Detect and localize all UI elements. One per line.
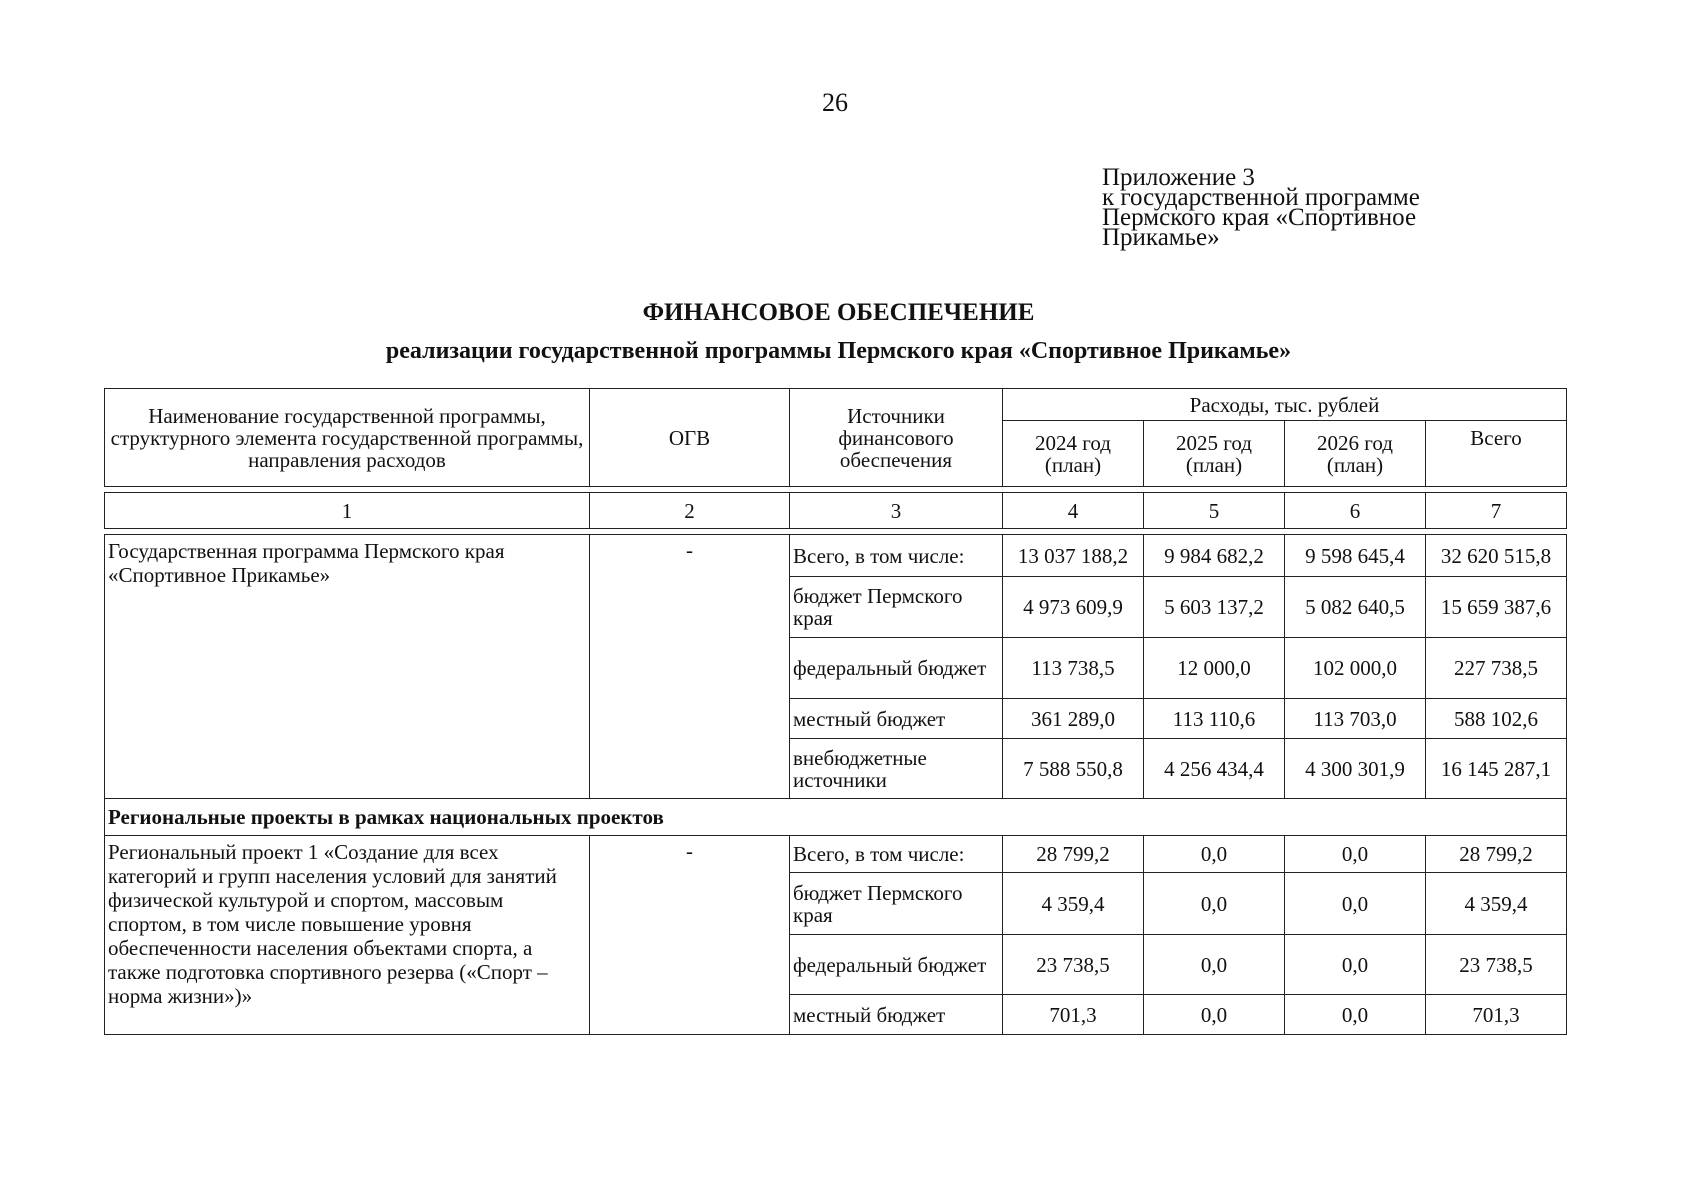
header-expenses: Расходы, тыс. рублей: [1003, 389, 1567, 421]
value-2025: 0,0: [1144, 873, 1285, 935]
value-2025: 0,0: [1144, 935, 1285, 995]
value-total: 588 102,6: [1426, 699, 1567, 739]
value-2026: 0,0: [1285, 836, 1426, 873]
source-cell: местный бюджет: [790, 699, 1003, 739]
document-subtitle: реализации государственной программы Пермского края «Спортивное Прикамье»: [385, 338, 1292, 364]
header-sources: Источники финансового обеспечения: [790, 389, 1003, 487]
annex-line: к государственной программе: [1102, 184, 1420, 211]
value-total: 701,3: [1426, 995, 1567, 1035]
column-number: 2: [590, 493, 790, 529]
header-2024: 2024 год (план): [1003, 421, 1144, 487]
value-2024: 701,3: [1003, 995, 1144, 1035]
value-2026: 0,0: [1285, 935, 1426, 995]
value-2024: 4 359,4: [1003, 873, 1144, 935]
value-total: 227 738,5: [1426, 638, 1567, 699]
header-2025: 2025 год (план): [1144, 421, 1285, 487]
value-2025: 0,0: [1144, 995, 1285, 1035]
value-2024: 7 588 550,8: [1003, 739, 1144, 799]
value-2024: 361 289,0: [1003, 699, 1144, 739]
value-2026: 4 300 301,9: [1285, 739, 1426, 799]
value-total: 32 620 515,8: [1426, 535, 1567, 577]
financing-table: [104, 388, 1567, 1035]
value-2026: 0,0: [1285, 995, 1426, 1035]
value-2025: 4 256 434,4: [1144, 739, 1285, 799]
header-ogv: ОГВ: [590, 389, 790, 487]
value-total: 4 359,4: [1426, 873, 1567, 935]
project-name: Региональный проект 1 «Создание для всех категорий и групп населения условий для занятий физической культурой и спортом, массовым спортом, в том числе повышение уровня обеспеченности населения объектами спорта, а также подготовка спортивного резерва («Спорт – норма жизни»)»: [105, 836, 590, 1035]
column-number: 7: [1426, 493, 1567, 529]
header-total: Всего: [1426, 421, 1567, 487]
value-2026: 102 000,0: [1285, 638, 1426, 699]
value-2025: 5 603 137,2: [1144, 577, 1285, 638]
value-total: 16 145 287,1: [1426, 739, 1567, 799]
source-cell: федеральный бюджет: [790, 935, 1003, 995]
annex-note: [1102, 164, 1420, 251]
source-cell: бюджет Пермского края: [790, 873, 1003, 935]
column-number: 5: [1144, 493, 1285, 529]
column-number: 1: [105, 493, 590, 529]
source-cell: федеральный бюджет: [790, 638, 1003, 699]
value-2024: 113 738,5: [1003, 638, 1144, 699]
source-cell: Всего, в том числе:: [790, 535, 1003, 577]
page-number: 26: [822, 88, 848, 117]
value-2024: 13 037 188,2: [1003, 535, 1144, 577]
value-2026: 5 082 640,5: [1285, 577, 1426, 638]
project-ogv: -: [590, 836, 790, 1035]
section-title: Региональные проекты в рамках национальных проектов: [105, 799, 1567, 836]
column-number: 3: [790, 493, 1003, 529]
value-total: 23 738,5: [1426, 935, 1567, 995]
value-2026: 113 703,0: [1285, 699, 1426, 739]
header-name: Наименование государственной программы, структурного элемента государственной программы, направления расходов: [105, 389, 590, 487]
header-2026: 2026 год (план): [1285, 421, 1426, 487]
value-total: 15 659 387,6: [1426, 577, 1567, 638]
column-number: 4: [1003, 493, 1144, 529]
program-ogv: -: [590, 535, 790, 799]
value-2026: 9 598 645,4: [1285, 535, 1426, 577]
value-2026: 0,0: [1285, 873, 1426, 935]
source-cell: бюджет Пермского края: [790, 577, 1003, 638]
value-2025: 9 984 682,2: [1144, 535, 1285, 577]
source-cell: Всего, в том числе:: [790, 836, 1003, 873]
column-number: 6: [1285, 493, 1426, 529]
document-title: ФИНАНСОВОЕ ОБЕСПЕЧЕНИЕ: [642, 299, 1035, 326]
value-2024: 4 973 609,9: [1003, 577, 1144, 638]
program-name: Государственная программа Пермского края «Спортивное Прикамье»: [105, 535, 590, 799]
value-2025: 0,0: [1144, 836, 1285, 873]
value-2024: 23 738,5: [1003, 935, 1144, 995]
annex-line: Прикамье»: [1102, 224, 1220, 251]
annex-line: Приложение 3: [1102, 164, 1255, 191]
value-2024: 28 799,2: [1003, 836, 1144, 873]
annex-line: Пермского края «Спортивное: [1102, 204, 1417, 231]
value-2025: 12 000,0: [1144, 638, 1285, 699]
source-cell: местный бюджет: [790, 995, 1003, 1035]
value-total: 28 799,2: [1426, 836, 1567, 873]
value-2025: 113 110,6: [1144, 699, 1285, 739]
source-cell: внебюджетные источники: [790, 739, 1003, 799]
